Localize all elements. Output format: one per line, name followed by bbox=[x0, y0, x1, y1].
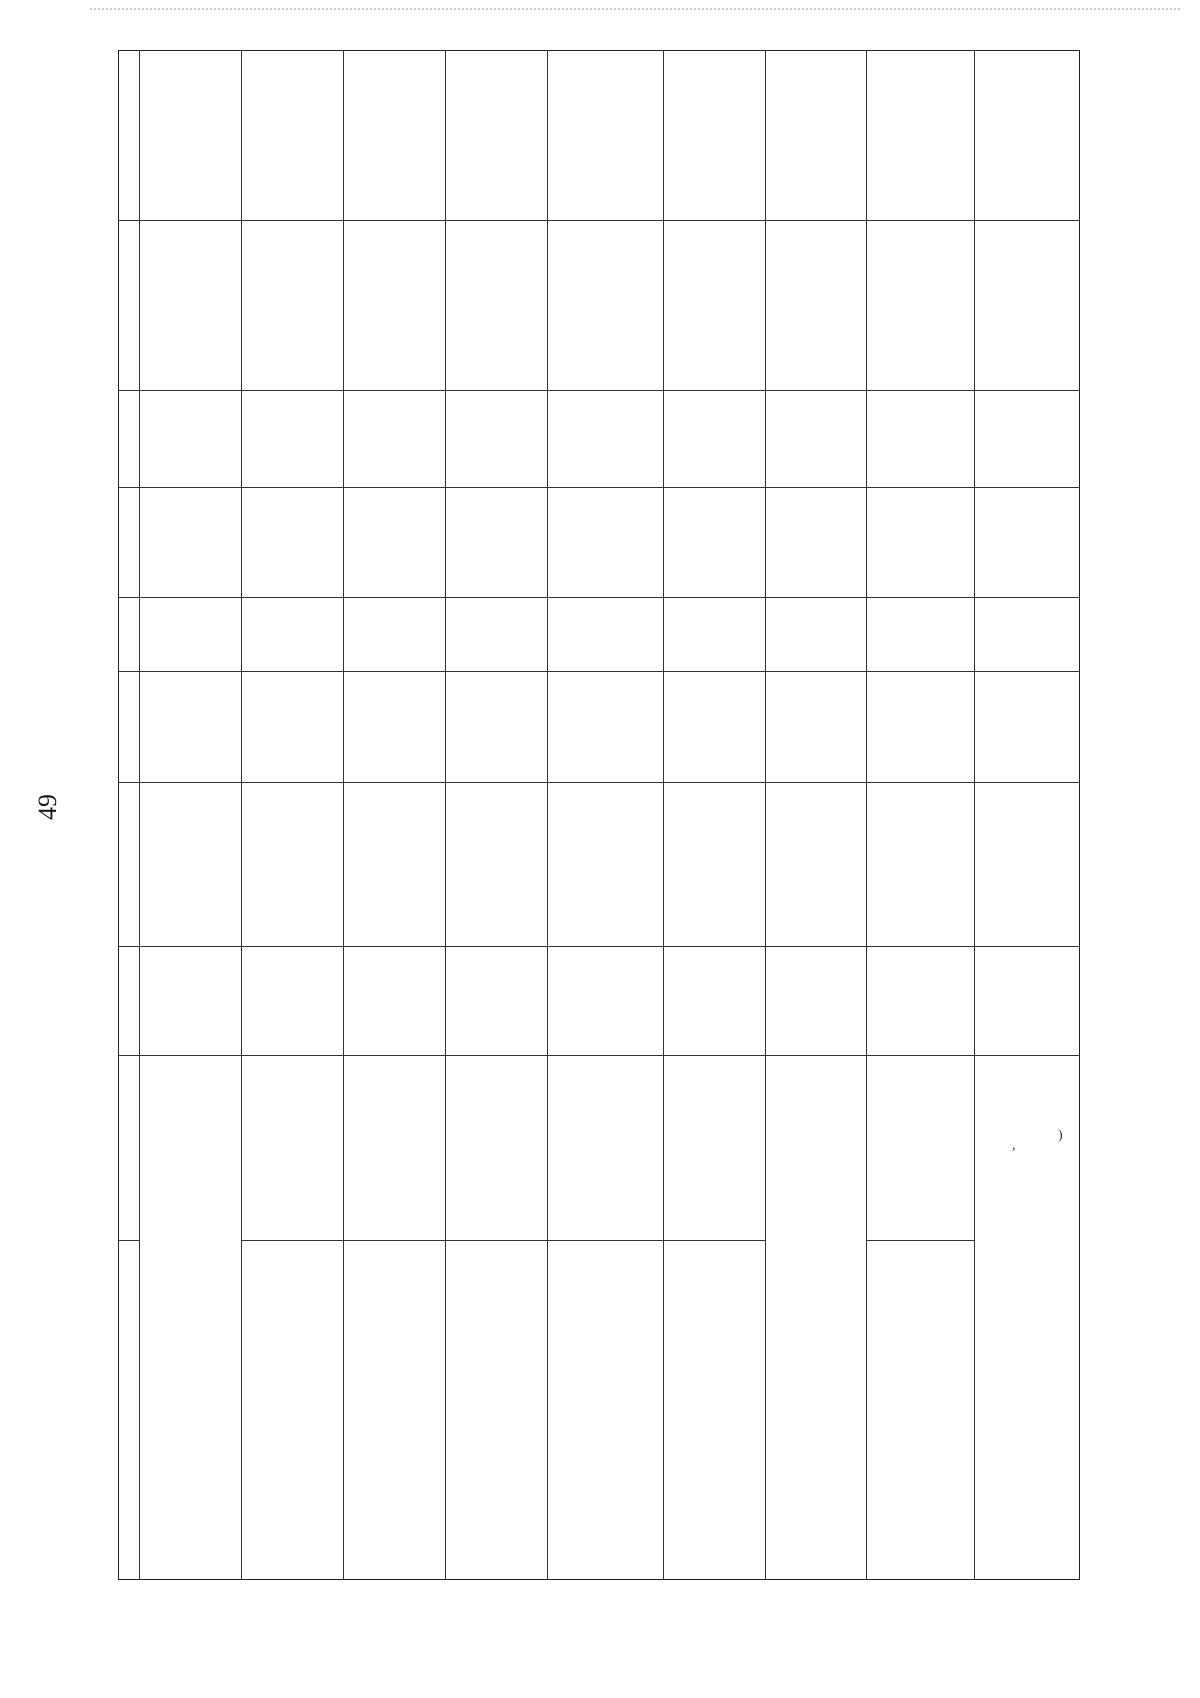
row-separator bbox=[139, 50, 140, 1580]
column-separator bbox=[118, 1055, 1080, 1056]
scan-speck: , bbox=[1012, 1138, 1016, 1153]
rotated-data-table bbox=[118, 50, 1080, 1580]
row-separator bbox=[663, 50, 664, 1580]
table-frame bbox=[118, 50, 1080, 1580]
column-separator bbox=[866, 1240, 974, 1241]
column-separator bbox=[547, 1240, 663, 1241]
column-separator bbox=[118, 671, 1080, 672]
column-separator bbox=[118, 390, 1080, 391]
column-separator bbox=[118, 487, 1080, 488]
column-separator bbox=[343, 1240, 445, 1241]
column-separator bbox=[663, 1240, 765, 1241]
row-separator bbox=[765, 50, 766, 1580]
column-separator bbox=[118, 782, 1080, 783]
column-separator bbox=[241, 1240, 343, 1241]
column-separator bbox=[118, 946, 1080, 947]
row-separator bbox=[547, 50, 548, 1580]
column-separator bbox=[118, 220, 1080, 221]
row-separator bbox=[343, 50, 344, 1580]
row-separator bbox=[445, 50, 446, 1580]
column-separator bbox=[118, 1240, 139, 1241]
column-separator bbox=[118, 597, 1080, 598]
scan-edge-artifact bbox=[90, 8, 1180, 14]
page-number: 49 bbox=[33, 794, 62, 820]
row-separator bbox=[866, 50, 867, 1580]
row-separator bbox=[241, 50, 242, 1580]
scan-speck: ) bbox=[1058, 1128, 1063, 1143]
row-separator bbox=[974, 50, 975, 1580]
column-separator bbox=[445, 1240, 547, 1241]
